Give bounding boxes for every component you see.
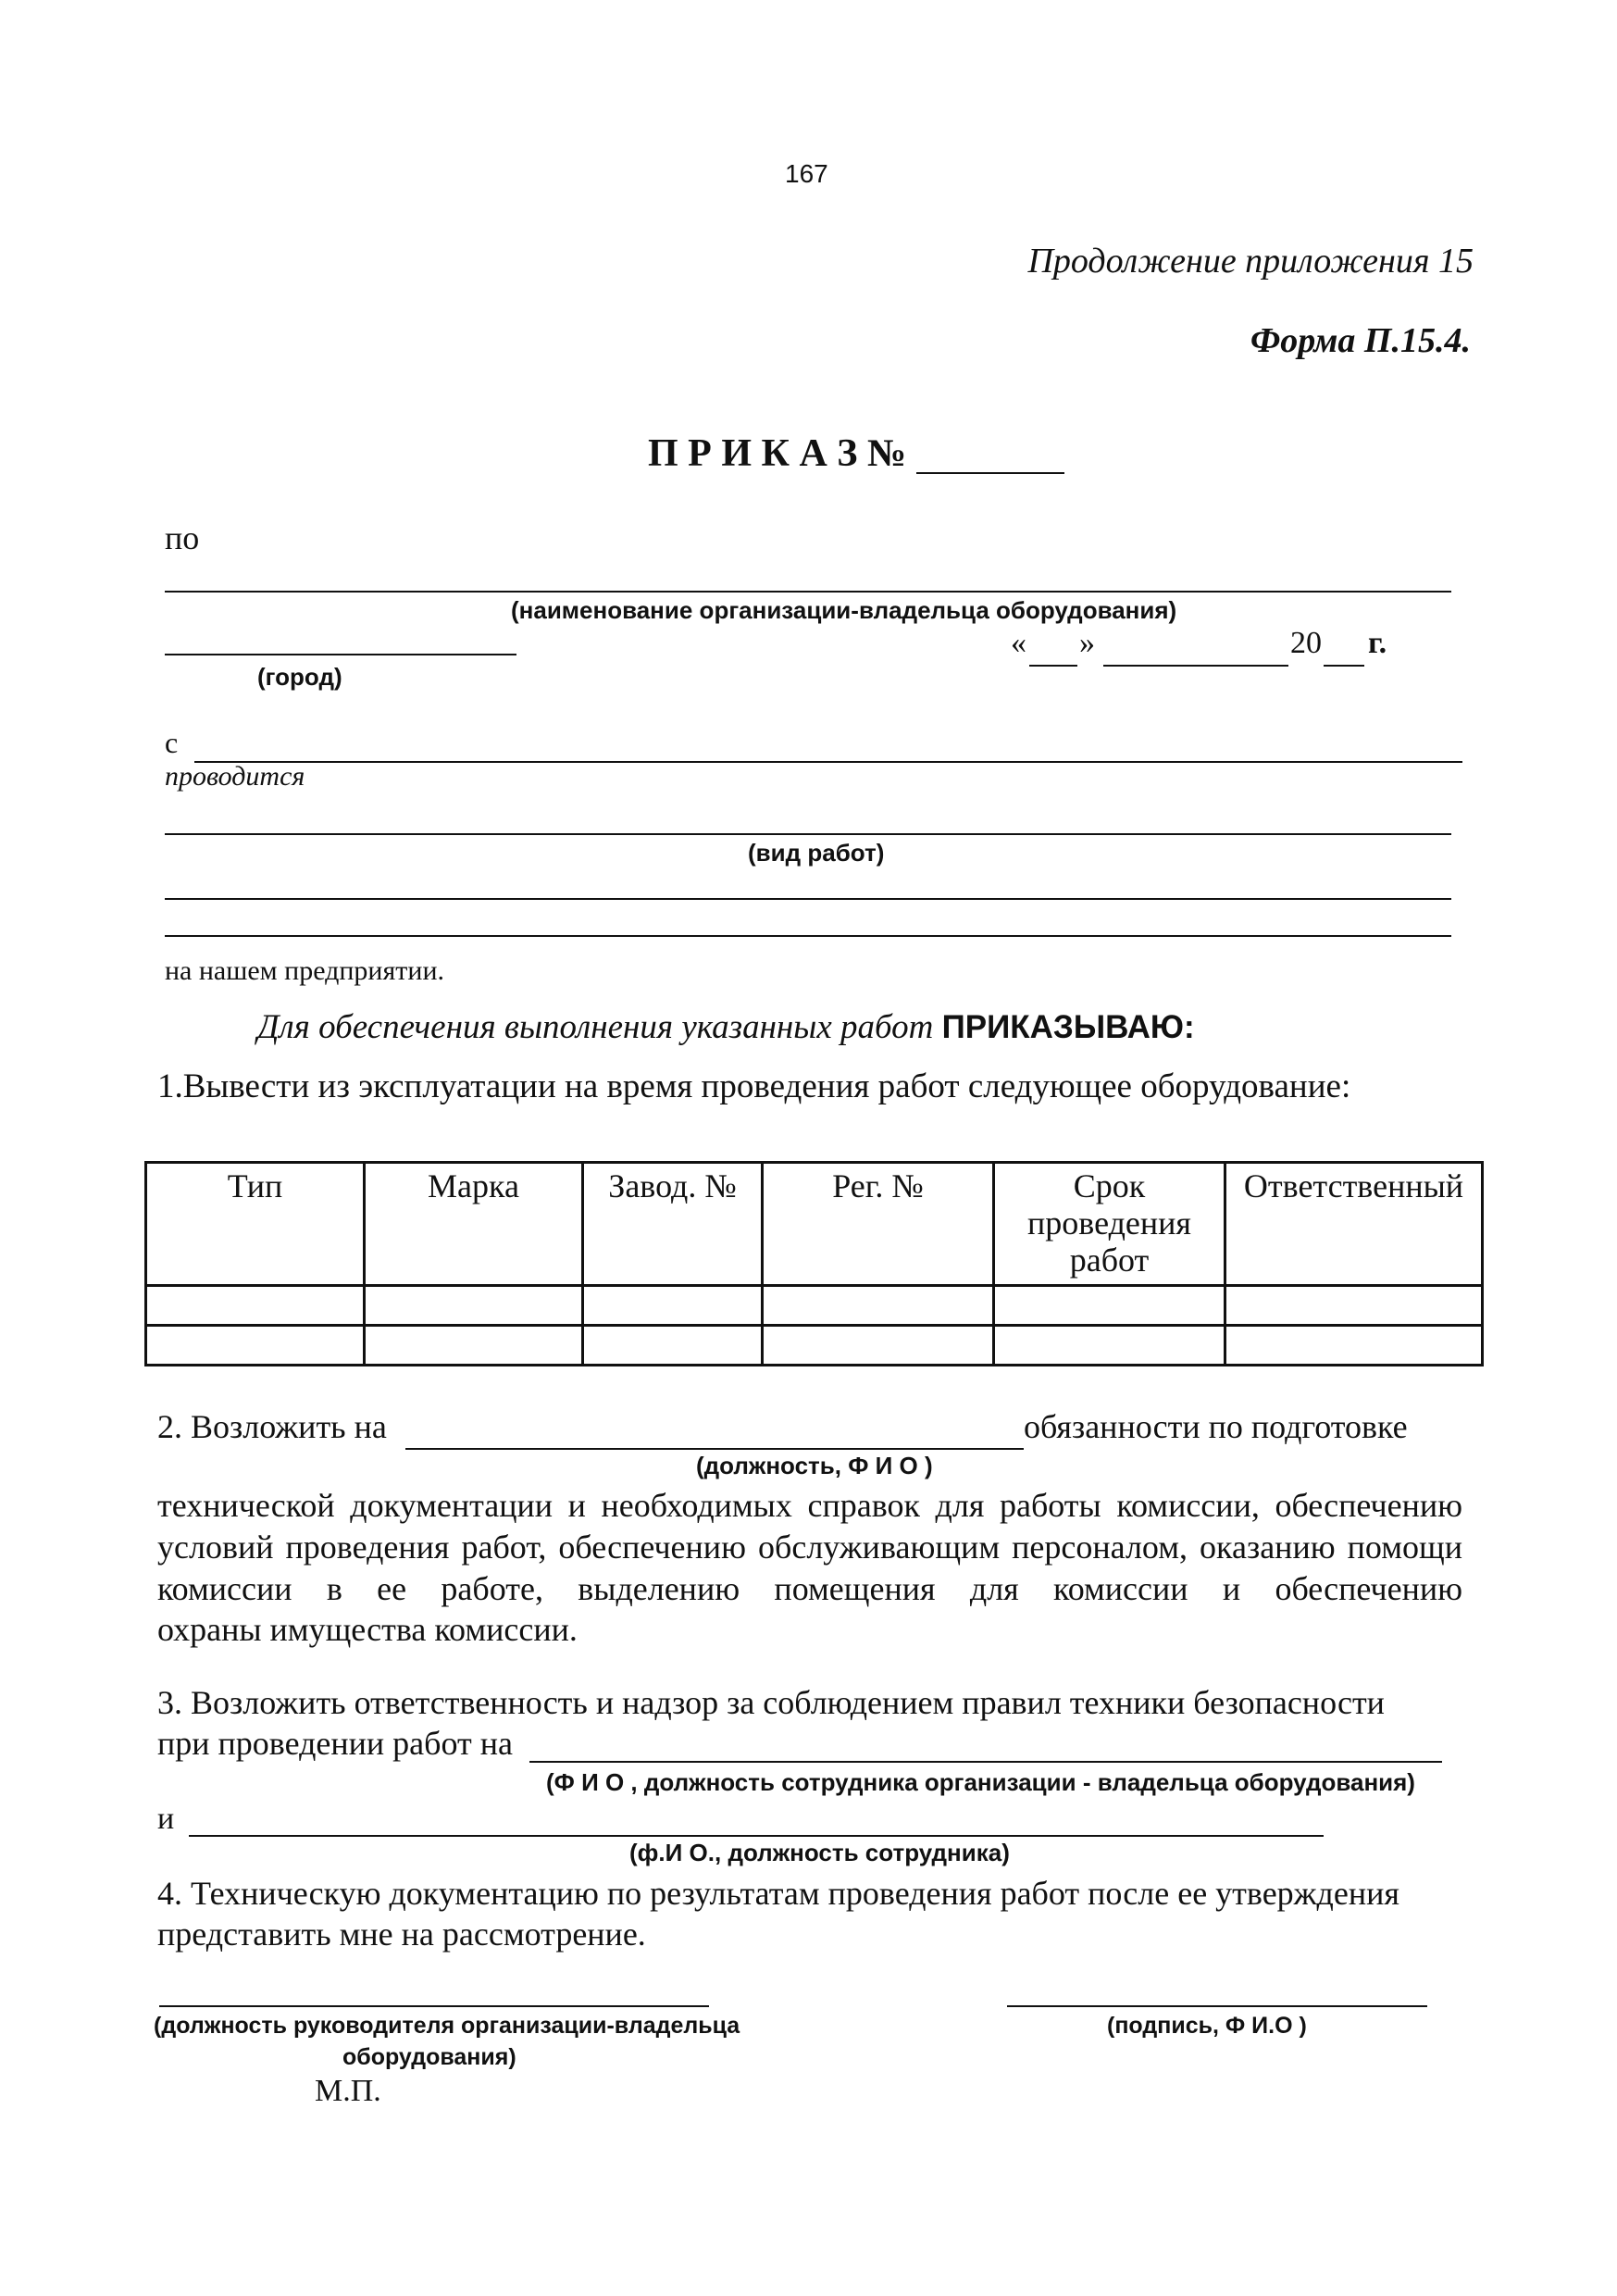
city-line [165,654,516,655]
table-cell [146,1326,365,1366]
signature-line [1007,2005,1427,2007]
table-cell [583,1326,763,1366]
table-header: Завод. № [583,1163,763,1286]
table-cell [365,1286,583,1326]
date-year-prefix: 20 [1290,626,1322,660]
directive-line [257,1007,1195,1047]
work-line-3 [165,935,1451,937]
item4-line2: представить мне на рассмотрение. [157,1915,646,1953]
table-header: Срок проведения работ [994,1163,1225,1286]
order-number-line [916,472,1064,474]
work-type-line [165,833,1451,835]
table-cell [583,1286,763,1326]
table-cell [1225,1326,1483,1366]
stamp-label: М.П. [315,2074,381,2108]
table-cell [1225,1286,1483,1326]
order-title: П Р И К А З № [648,432,907,475]
item2-last-line: охраны имущества комиссии. [157,1611,578,1648]
equipment-table [144,1161,1484,1366]
provoditsya-label: проводится [165,761,305,792]
date-year-line [1324,665,1364,667]
item3-caption2: (ф.И О., должность сотрудника) [629,1839,1010,1866]
table-cell [365,1326,583,1366]
item3-and: и [157,1802,175,1836]
item3-person-line [529,1761,1442,1763]
table-row [146,1326,1483,1366]
manager-caption-1: (должность руководителя организации-владельца [154,2013,740,2039]
work-line-2 [165,898,1451,900]
page-number: 167 [785,159,828,188]
item3-second-person-line [189,1835,1324,1837]
continuation-label: Продолжение приложения 15 [1027,242,1474,281]
date-day-line [1029,665,1077,667]
table-cell [994,1286,1225,1326]
item1-text: 1.Вывести из эксплуатации на время проведения работ следующее оборудование: [157,1067,1351,1105]
s-label: с [165,726,179,759]
manager-caption-2: оборудования) [342,2044,516,2070]
item3-line1: 3. Возложить ответственность и надзор за соблюдением правил техники безопасности [157,1684,1385,1721]
signature-caption: (подпись, Ф И.О ) [1107,2013,1307,2039]
table-cell [146,1286,365,1326]
date-open-quote: « [1011,626,1026,660]
item3-line2: при проведении работ на [157,1725,513,1762]
s-line [194,761,1462,763]
date-year-suffix: г. [1368,626,1387,660]
at-enterprise-text: на нашем предприятии. [165,955,445,986]
form-label: Форма П.15.4. [1250,321,1471,360]
table-header: Тип [146,1163,365,1286]
table-cell [994,1326,1225,1366]
table-header: Рег. № [763,1163,994,1286]
item2-caption: (должность, Ф И О ) [696,1452,933,1479]
date-month-line [1103,665,1288,667]
directive-command: ПРИКАЗЫВАЮ: [941,1009,1195,1045]
manager-position-line [159,2005,709,2007]
table-row [146,1286,1483,1326]
city-caption: (город) [257,663,342,691]
directive-intro: Для обеспечения выполнения указанных работ [257,1008,934,1046]
table-cell [763,1326,994,1366]
item4-line1: 4. Техническую документацию по результатам проведения работ после ее утверждения [157,1875,1399,1912]
org-name-line [165,591,1451,593]
item3-caption1: (Ф И О , должность сотрудника организации - владельца оборудования) [546,1768,1415,1796]
org-name-caption: (наименование организации-владельца оборудования) [511,596,1177,624]
item2-responsible-line [405,1448,1024,1450]
table-cell [763,1286,994,1326]
item2-start: 2. Возложить на [157,1408,387,1445]
table-header: Марка [365,1163,583,1286]
work-type-caption: (вид работ) [748,839,885,867]
item2-body: технической документации и необходимых справок для работы комиссии, обеспечению условий проведения работ, обеспечению обслуживающим персоналом, оказанию помощи комиссии в ее работе, выделению помещения для комиссии и обеспечению [157,1487,1462,1607]
table-header-row [146,1163,1483,1286]
date-close-quote: » [1079,626,1095,660]
po-label: по [165,519,200,556]
table-header: Ответственный [1225,1163,1483,1286]
item2-end: обязанности по подготовке [1024,1408,1408,1445]
